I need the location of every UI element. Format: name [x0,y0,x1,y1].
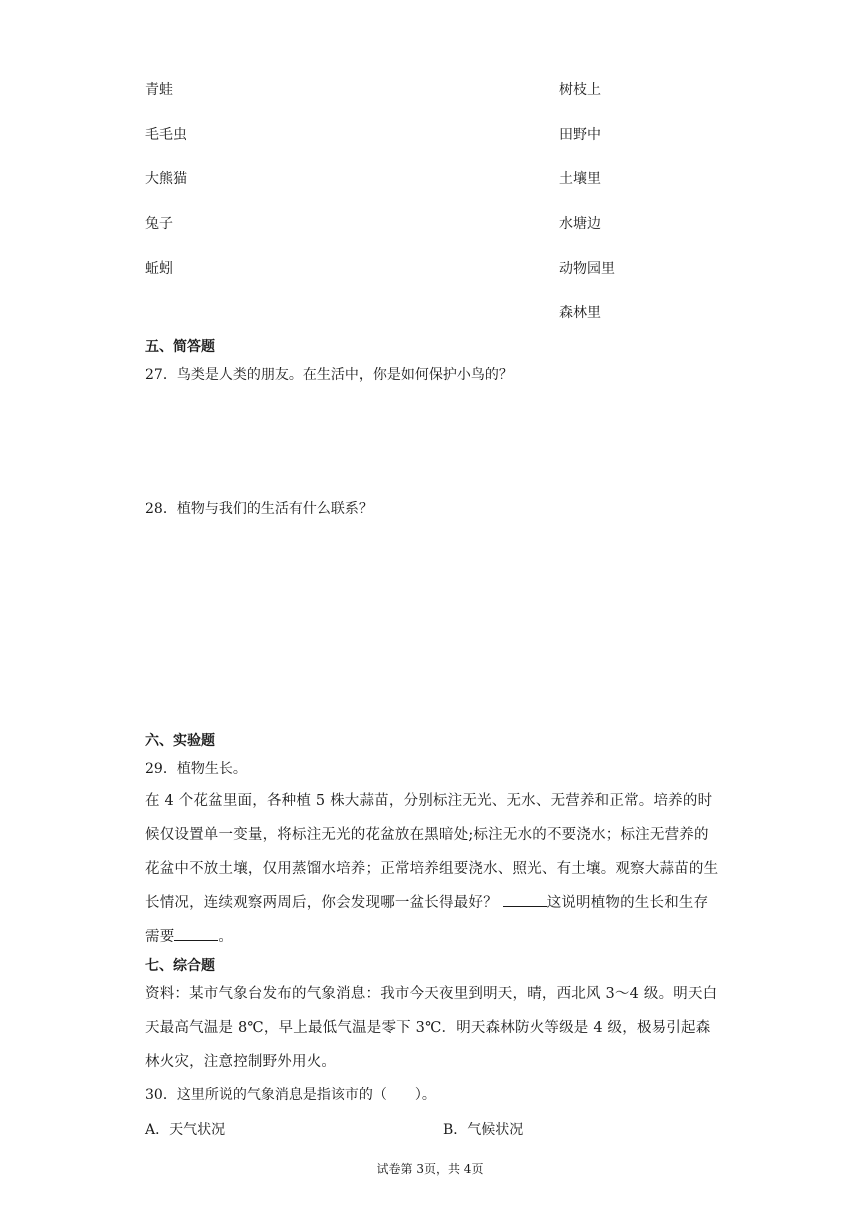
matching-right-item: 田野中 [559,127,601,143]
matching-right-item: 土壤里 [559,171,601,187]
matching-left-item: 大熊猫 [145,171,187,187]
section-title: 五、简答题 [145,339,215,355]
matching-right-item: 水塘边 [559,216,601,232]
section-title: 七、综合题 [145,958,215,974]
answer-blank[interactable] [174,926,218,941]
question-30: 30．这里所说的气象消息是指该市的（ ）。 [145,1087,436,1103]
answer-blank[interactable] [503,892,547,907]
matching-right-item: 森林里 [559,305,601,321]
section-title: 六、实验题 [145,733,215,749]
question-29-text-2: 这说明植物的生长和生存需要 [145,895,709,945]
question-29-title: 29．植物生长。 [145,761,247,777]
question-29-text: 在 4 个花盆里面，各种植 5 株大蒜苗，分别标注无光、无水、无营养和正常。培养的时候仅设置单一变量，将标注无光的花盆放在黑暗处;标注无水的不要浇水；标注无营养的花盆中不放土壤，仅用蒸馏水培养；正常培养组要浇水、照光、有土壤。观察大蒜苗的生长情况，连续观察两周后，你会发现哪一盆长得最好？ [145,793,719,911]
matching-left-item: 兔子 [145,216,173,232]
matching-left-item: 毛毛虫 [145,127,187,143]
page-footer: 试卷第 3页，共 4页 [376,1162,484,1176]
question-27: 27．鸟类是人类的朋友。在生活中，你是如何保护小鸟的？ [145,367,513,383]
question-28: 28．植物与我们的生活有什么联系？ [145,501,373,517]
matching-right-item: 动物园里 [559,261,615,277]
option-b[interactable]: B．气候状况 [443,1122,524,1138]
question-29-end: 。 [218,929,234,945]
option-a[interactable]: A．天气状况 [145,1122,226,1138]
matching-left-item: 青蛙 [145,82,173,98]
material-text: 资料：某市气象台发布的气象消息：我市今天夜里到明天，晴，西北风 3～4 级。明天白天最高气温是 8℃，早上最低气温是零下 3℃．明天森林防火等级是 4 级，极易引起森林火灾，注意控制野外用火。 [145,986,718,1070]
matching-right-item: 树枝上 [559,82,601,98]
question-29-body [145,784,723,954]
matching-left-item: 蚯蚓 [145,261,173,277]
